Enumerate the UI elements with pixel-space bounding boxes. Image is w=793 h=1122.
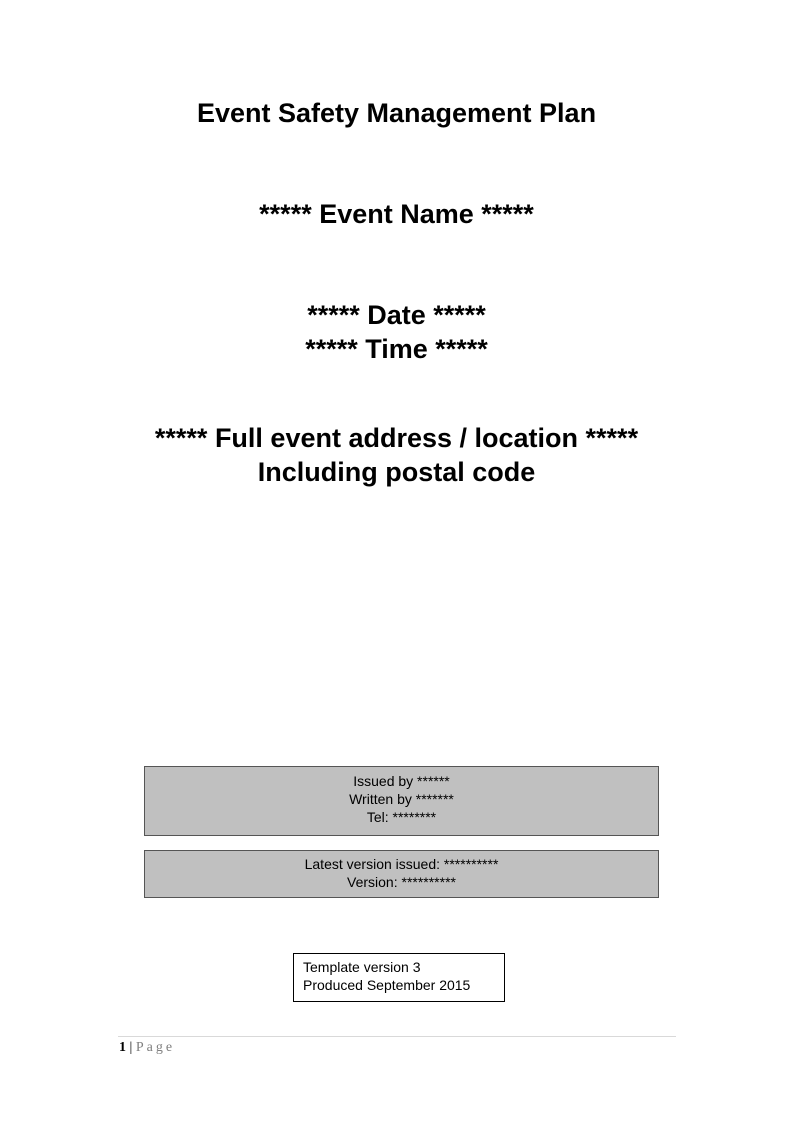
page-footer [119,1039,175,1057]
latest-version-issued-text: Latest version issued: ********** [304,856,499,872]
written-by-text: Written by ******* [349,791,454,807]
event-date: ***** Date ***** [307,300,486,330]
document-title: Event Safety Management Plan [196,98,597,128]
template-version-box [293,953,505,1002]
issued-by-box [144,766,659,836]
event-time: ***** Time ***** [305,334,488,364]
produced-date-text: Produced September 2015 [303,977,471,993]
tel-text: Tel: ******** [366,809,437,825]
event-address: ***** Full event address / location ***** [154,423,639,453]
version-text: Version: ********** [347,874,456,890]
footer-divider [118,1036,676,1037]
event-name: ***** Event Name ***** [259,199,534,229]
event-postal-code: Including postal code [257,457,536,487]
template-version-text: Template version 3 [303,959,421,975]
page-separator: | [126,1040,136,1055]
page-label: Page [135,1040,176,1055]
issued-by-text: Issued by ****** [353,773,450,789]
version-box [144,850,659,898]
page-number: 1 [119,1040,126,1055]
